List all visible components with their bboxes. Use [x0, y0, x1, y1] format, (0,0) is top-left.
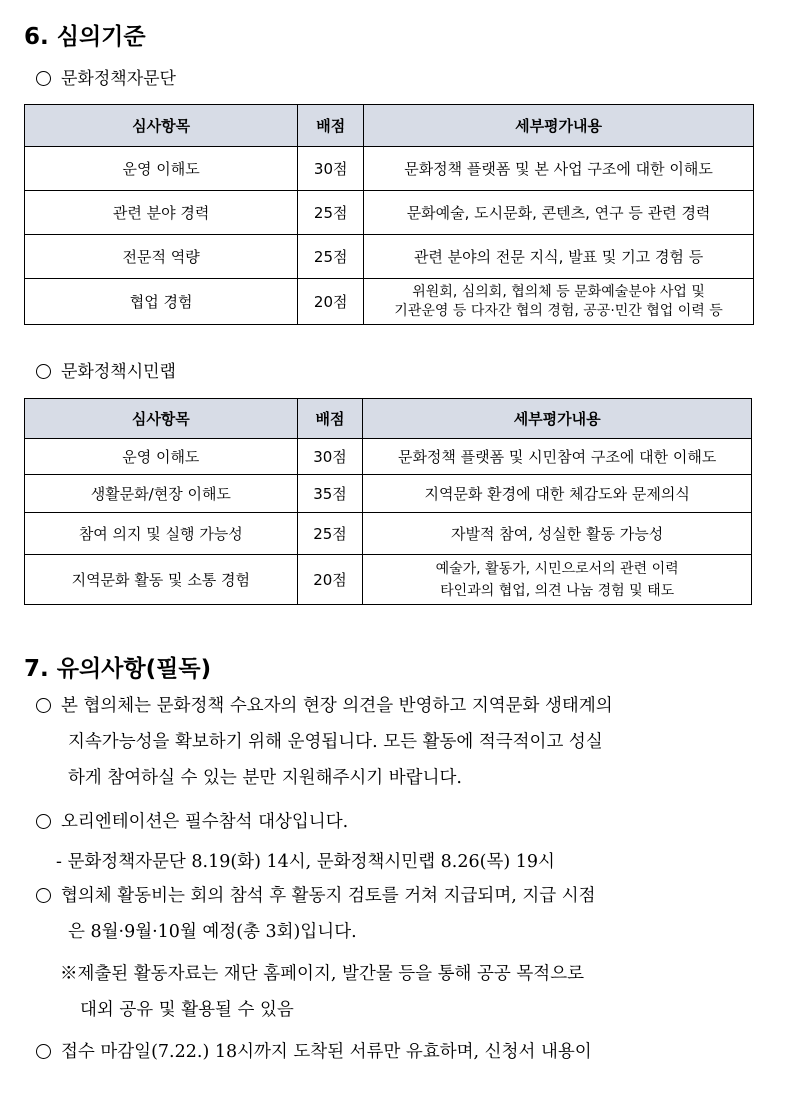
circle-bullet-icon: [36, 888, 51, 903]
criteria-score: 25점: [297, 513, 363, 555]
table-row: [25, 279, 754, 325]
notice-line: 대외 공유 및 활용될 수 있음: [80, 1000, 294, 1020]
criteria-score: 35점: [297, 475, 363, 513]
table-row: [25, 191, 754, 235]
notice-line: 은 8월·9월·10월 예정(총 3회)입니다.: [68, 922, 357, 942]
table-row: [25, 147, 754, 191]
advisory-criteria-table: [24, 104, 754, 325]
table-row: [25, 235, 754, 279]
notice-paragraph-2: [36, 804, 756, 840]
criteria-score: 25점: [298, 235, 364, 279]
criteria-item: 전문적 역량: [25, 235, 298, 279]
criteria-detail: [363, 555, 752, 605]
criteria-detail-line: 예술가, 활동가, 시민으로서의 관련 이력: [435, 560, 679, 577]
criteria-item: 운영 이해도: [25, 147, 298, 191]
col-header-detail: 세부평가내용: [364, 105, 754, 147]
group2-title: 문화정책시민랩: [61, 362, 176, 382]
group1-heading: [36, 64, 176, 89]
criteria-detail: 문화정책 플랫폼 및 시민참여 구조에 대한 이해도: [363, 439, 752, 475]
criteria-detail: [364, 279, 754, 325]
criteria-detail-line: 타인과의 협업, 의견 나눔 경험 및 태도: [440, 582, 675, 599]
criteria-detail-line: 기관운영 등 다자간 협의 경험, 공공·민간 협업 이력 등: [394, 302, 723, 319]
criteria-detail: 문화정책 플랫폼 및 본 사업 구조에 대한 이해도: [364, 147, 754, 191]
notice-line: 오리엔테이션은 필수참석 대상입니다.: [61, 812, 349, 832]
criteria-detail: 문화예술, 도시문화, 콘텐츠, 연구 등 관련 경력: [364, 191, 754, 235]
notice-paragraph-1: [36, 688, 756, 796]
criteria-detail: 관련 분야의 전문 지식, 발표 및 기고 경험 등: [364, 235, 754, 279]
notice-remark: [60, 956, 760, 1028]
criteria-detail: 자발적 참여, 성실한 활동 가능성: [363, 513, 752, 555]
group1-title: 문화정책자문단: [61, 69, 176, 89]
criteria-item: 참여 의지 및 실행 가능성: [25, 513, 298, 555]
table-row: [25, 439, 752, 475]
notice-line: 본 협의체는 문화정책 수요자의 현장 의견을 반영하고 지역문화 생태계의: [61, 696, 613, 716]
table-row: [25, 475, 752, 513]
criteria-score: 30점: [298, 147, 364, 191]
notice-paragraph-3: [36, 878, 756, 950]
notice-line: 접수 마감일(7.22.) 18시까지 도착된 서류만 유효하며, 신청서 내용이: [61, 1042, 592, 1062]
citizen-lab-criteria-table: [24, 398, 752, 605]
col-header-detail: 세부평가내용: [363, 399, 752, 439]
circle-bullet-icon: [36, 814, 51, 829]
criteria-item: 관련 분야 경력: [25, 191, 298, 235]
notice-paragraph-4: [36, 1034, 756, 1070]
notice-line: ※제출된 활동자료는 재단 홈페이지, 발간물 등을 통해 공공 목적으로: [60, 964, 584, 984]
criteria-item: 지역문화 활동 및 소통 경험: [25, 555, 298, 605]
section-7-title: 7. 유의사항(필독): [24, 656, 212, 682]
table-row: [25, 555, 752, 605]
criteria-score: 20점: [297, 555, 363, 605]
col-header-item: 심사항목: [25, 105, 298, 147]
criteria-score: 20점: [298, 279, 364, 325]
criteria-item: 운영 이해도: [25, 439, 298, 475]
orientation-schedule: - 문화정책자문단 8.19(화) 14시, 문화정책시민랩 8.26(목) 19시: [56, 852, 555, 872]
col-header-score: 배점: [297, 399, 363, 439]
col-header-item: 심사항목: [25, 399, 298, 439]
group2-heading: [36, 357, 176, 382]
section-6-title: 6. 심의기준: [24, 24, 146, 50]
criteria-detail: 지역문화 환경에 대한 체감도와 문제의식: [363, 475, 752, 513]
criteria-score: 25점: [298, 191, 364, 235]
notice-line: 지속가능성을 확보하기 위해 운영됩니다. 모든 활동에 적극적이고 성실: [68, 732, 603, 752]
circle-bullet-icon: [36, 71, 51, 86]
table-row: [25, 513, 752, 555]
criteria-score: 30점: [297, 439, 363, 475]
criteria-item: 협업 경험: [25, 279, 298, 325]
circle-bullet-icon: [36, 364, 51, 379]
circle-bullet-icon: [36, 698, 51, 713]
notice-line: 협의체 활동비는 회의 참석 후 활동지 검토를 거쳐 지급되며, 지급 시점: [61, 886, 596, 906]
col-header-score: 배점: [298, 105, 364, 147]
criteria-detail-line: 위원회, 심의회, 협의체 등 문화예술분야 사업 및: [412, 283, 705, 300]
circle-bullet-icon: [36, 1044, 51, 1059]
notice-line: 하게 참여하실 수 있는 분만 지원해주시기 바랍니다.: [68, 768, 462, 788]
criteria-item: 생활문화/현장 이해도: [25, 475, 298, 513]
